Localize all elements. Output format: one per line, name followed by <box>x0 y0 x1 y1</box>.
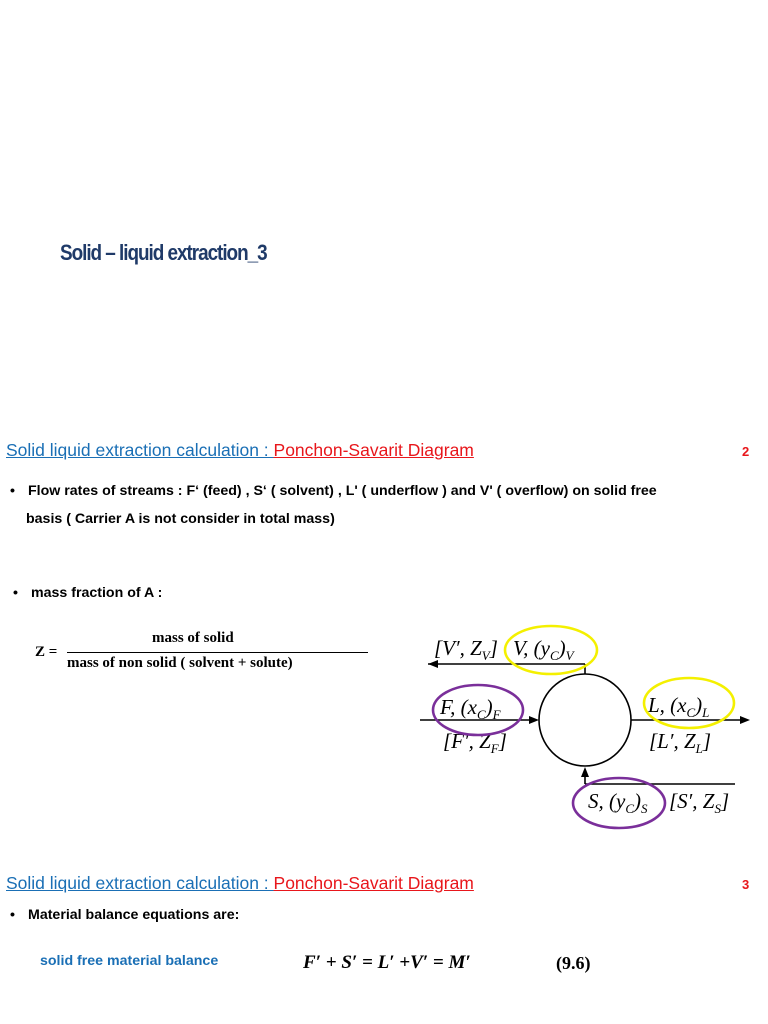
solid-free-material-balance-label: solid free material balance <box>40 953 219 969</box>
title-slide-heading: Solid – liquid extraction_3 <box>60 240 267 265</box>
overflow-arrowhead <box>428 660 438 668</box>
material-balance-equation: F′ + S′ = L′ +V′ = M′ <box>303 952 471 973</box>
slide3-bullet-material-balance: • Material balance equations are: <box>10 907 240 923</box>
formula-lhs: Z = <box>35 644 58 660</box>
feed-arrowhead <box>529 716 539 724</box>
overflow-concentration: V, $(y_C)_V$ <box>513 636 574 663</box>
underflow-arrowhead <box>740 716 750 724</box>
slide2-page-number: 2 <box>742 444 750 459</box>
bullet-material-balance-text: Material balance equations are: <box>28 907 240 923</box>
solvent-label: [S′, $Z_S$] <box>669 789 730 816</box>
equation-number: (9.6) <box>556 953 591 973</box>
overflow-label: [V′, $Z_V$] <box>434 636 498 663</box>
feed-label: [F′, $Z_F$] <box>443 729 507 756</box>
solvent-concentration: S, $(y_C)_S$ <box>588 789 648 816</box>
slide3-header-highlight: Ponchon-Savarit Diagram <box>273 873 474 893</box>
slide2-header-highlight: Ponchon-Savarit Diagram <box>273 440 474 460</box>
bullet-flow-rates-line2: basis ( Carrier A is not consider in total mass) <box>26 511 335 527</box>
slide3-page-number: 3 <box>742 877 750 892</box>
solvent-arrowhead <box>581 767 589 777</box>
underflow-concentration: L, $(x_C)_L$ <box>648 693 710 720</box>
feed-concentration: F, $(x_C)_F$ <box>440 695 501 722</box>
slide2-bullet-flow-rates: • Flow rates of streams : F‘ (feed) , S‘ ( solvent) , L' ( underflow ) and V' ( overflow) on solid free basis ( Carrier A is not consider in total mass) <box>10 483 657 527</box>
formula-denominator: mass of non solid ( solvent + solute) <box>67 655 293 671</box>
slide3-header-prefix: Solid liquid extraction calculation : <box>6 873 274 893</box>
underflow-label: [L′, $Z_L$] <box>649 729 712 756</box>
stage-circle <box>539 674 631 766</box>
slide3-header <box>6 873 474 894</box>
slide2-bullet-mass-fraction: • mass fraction of A : <box>13 585 163 601</box>
bullet-flow-rates-line1: Flow rates of streams : F‘ (feed) , S‘ ( solvent) , L' ( underflow ) and V' ( overflow) on solid free <box>28 483 657 499</box>
bullet-mass-fraction-text: mass fraction of A : <box>31 585 163 601</box>
slide2-header-prefix: Solid liquid extraction calculation : <box>6 440 274 460</box>
formula-numerator: mass of solid <box>152 630 234 646</box>
